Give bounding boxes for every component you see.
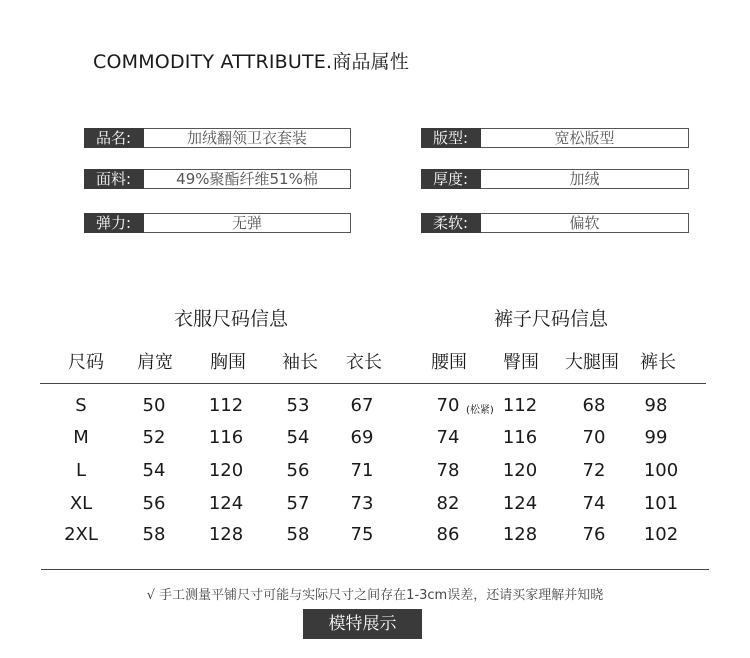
cell-chest: 116 xyxy=(208,427,244,448)
col-header-size: 尺码 xyxy=(68,352,104,373)
pants-size-title: 裤子尺码信息 xyxy=(494,308,609,330)
cell-waist: 74 xyxy=(436,427,460,448)
col-header-hip: 臀围 xyxy=(503,352,539,373)
cell-pants-length: 99 xyxy=(644,427,668,448)
attr-product-name xyxy=(84,128,351,148)
tops-size-title: 衣服尺码信息 xyxy=(174,308,289,330)
cell-waist: 70 xyxy=(436,395,460,416)
header-divider xyxy=(40,383,706,384)
cell-length: 75 xyxy=(350,524,374,545)
col-header-pants-length: 裤长 xyxy=(640,352,676,373)
cell-waist: 86 xyxy=(436,524,460,545)
attr-value: 加绒翻领卫衣套装 xyxy=(144,128,351,148)
cell-hip: 112 xyxy=(502,395,538,416)
attr-fit xyxy=(421,128,689,148)
attr-label: 品名: xyxy=(84,128,144,148)
cell-size: XL xyxy=(69,493,93,514)
col-header-waist: 腰围 xyxy=(431,352,467,373)
cell-size: L xyxy=(75,460,87,481)
col-header-thigh: 大腿围 xyxy=(565,352,619,373)
attr-label: 版型: xyxy=(421,128,481,148)
col-header-shoulder: 肩宽 xyxy=(137,352,173,373)
col-header-length: 衣长 xyxy=(346,352,382,373)
table-bottom-divider xyxy=(41,569,709,570)
waist-elastic-note: (松紧) xyxy=(466,405,494,416)
attr-label: 柔软: xyxy=(421,213,481,233)
attr-thickness xyxy=(421,169,689,189)
attr-value: 加绒 xyxy=(481,169,689,189)
attr-label: 弹力: xyxy=(84,213,144,233)
cell-chest: 124 xyxy=(208,493,244,514)
cell-sleeve: 58 xyxy=(286,524,310,545)
attr-value: 宽松版型 xyxy=(481,128,689,148)
cell-size: S xyxy=(75,395,87,416)
cell-sleeve: 54 xyxy=(286,427,310,448)
cell-sleeve: 53 xyxy=(286,395,310,416)
page-title: COMMODITY ATTRIBUTE.商品属性 xyxy=(93,51,410,73)
measurement-note: √ 手工测量平铺尺寸可能与实际尺寸之间存在1-3cm误差，还请买家理解并知晓 xyxy=(146,588,604,603)
cell-shoulder: 52 xyxy=(142,427,166,448)
cell-hip: 124 xyxy=(502,493,538,514)
attr-value: 无弹 xyxy=(144,213,351,233)
cell-shoulder: 58 xyxy=(142,524,166,545)
cell-pants-length: 98 xyxy=(644,395,668,416)
cell-hip: 128 xyxy=(502,524,538,545)
cell-chest: 128 xyxy=(208,524,244,545)
cell-thigh: 72 xyxy=(582,460,606,481)
cell-thigh: 70 xyxy=(582,427,606,448)
cell-hip: 116 xyxy=(502,427,538,448)
cell-size: M xyxy=(73,427,89,448)
cell-sleeve: 57 xyxy=(286,493,310,514)
model-display-button[interactable]: 模特展示 xyxy=(303,609,422,639)
cell-pants-length: 102 xyxy=(643,524,679,545)
cell-pants-length: 101 xyxy=(643,493,679,514)
cell-chest: 112 xyxy=(208,395,244,416)
cell-length: 69 xyxy=(350,427,374,448)
attr-fabric xyxy=(84,169,351,189)
cell-shoulder: 56 xyxy=(142,493,166,514)
attr-softness xyxy=(421,213,689,233)
cell-thigh: 74 xyxy=(582,493,606,514)
cell-length: 71 xyxy=(350,460,374,481)
attr-label: 面料: xyxy=(84,169,144,189)
cell-shoulder: 54 xyxy=(142,460,166,481)
cell-shoulder: 50 xyxy=(142,395,166,416)
cell-pants-length: 100 xyxy=(643,460,679,481)
attr-value: 49%聚酯纤维51%棉 xyxy=(144,169,351,189)
cell-chest: 120 xyxy=(208,460,244,481)
col-header-sleeve: 袖长 xyxy=(282,352,318,373)
cell-size: 2XL xyxy=(64,524,98,545)
attr-elasticity xyxy=(84,213,351,233)
cell-length: 67 xyxy=(350,395,374,416)
cell-sleeve: 56 xyxy=(286,460,310,481)
cell-waist: 78 xyxy=(436,460,460,481)
cell-thigh: 76 xyxy=(582,524,606,545)
attr-label: 厚度: xyxy=(421,169,481,189)
cell-thigh: 68 xyxy=(582,395,606,416)
attr-value: 偏软 xyxy=(481,213,689,233)
cell-waist: 82 xyxy=(436,493,460,514)
col-header-chest: 胸围 xyxy=(210,352,246,373)
cell-hip: 120 xyxy=(502,460,538,481)
cell-length: 73 xyxy=(350,493,374,514)
